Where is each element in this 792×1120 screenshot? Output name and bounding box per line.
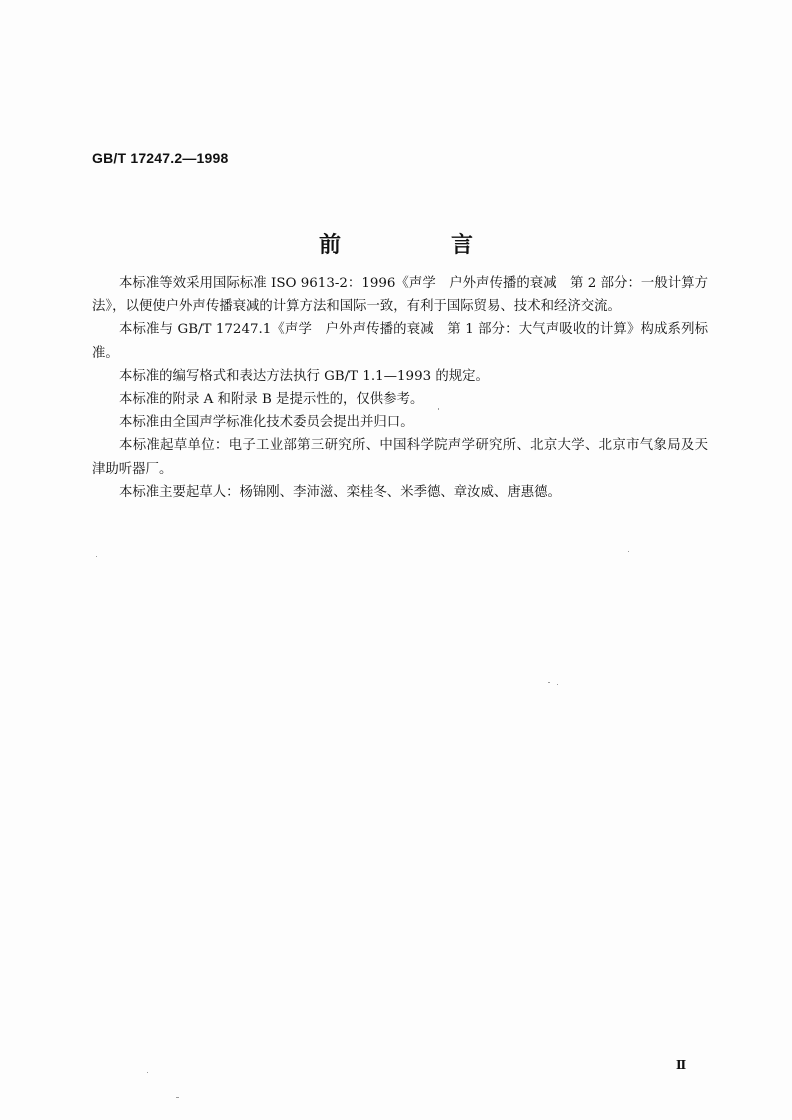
paragraph-series: 本标准与 GB/T 17247.1《声学 户外声传播的衰减 第 1 部分：大气声吸收的计算》构成系列标准。	[92, 322, 708, 361]
preface-title: 前 言	[318, 232, 517, 258]
standard-code: GB/T 17247.2—1998	[92, 150, 229, 166]
paragraph-drafting-units: 本标准起草单位：电子工业部第三研究所、中国科学院声学研究所、北京大学、北京市气象局及天津助听器厂。	[92, 438, 708, 477]
paragraph-appendix: 本标准的附录 A 和附录 B 是提示性的，仅供参考。	[119, 392, 424, 408]
paragraph-adoption: 本标准等效采用国际标准 ISO 9613-2：1996《声学 户外声传播的衰减 第 2 部分：一般计算方法》，以便使户外声传播衰减的计算方法和国际一致，有利于国际贸易、技术和经济交流。	[92, 276, 708, 315]
paragraph-drafters: 本标准主要起草人：杨锦刚、李沛滋、栾桂冬、米季德、章汝威、唐惠德。	[119, 484, 561, 500]
scan-speck	[628, 551, 629, 552]
paragraph-committee: 本标准由全国声学标准化技术委员会提出并归口。	[119, 415, 414, 431]
scan-speck	[147, 1072, 148, 1073]
scan-speck	[548, 682, 550, 683]
page-number: Ⅱ	[676, 1058, 687, 1072]
scan-speck	[557, 684, 558, 685]
preface-body	[92, 272, 708, 504]
paragraph-format: 本标准的编写格式和表达方法执行 GB/T 1.1—1993 的规定。	[119, 368, 489, 384]
scan-speck	[176, 1097, 179, 1098]
scan-speck	[438, 408, 439, 410]
scan-speck	[96, 556, 97, 557]
